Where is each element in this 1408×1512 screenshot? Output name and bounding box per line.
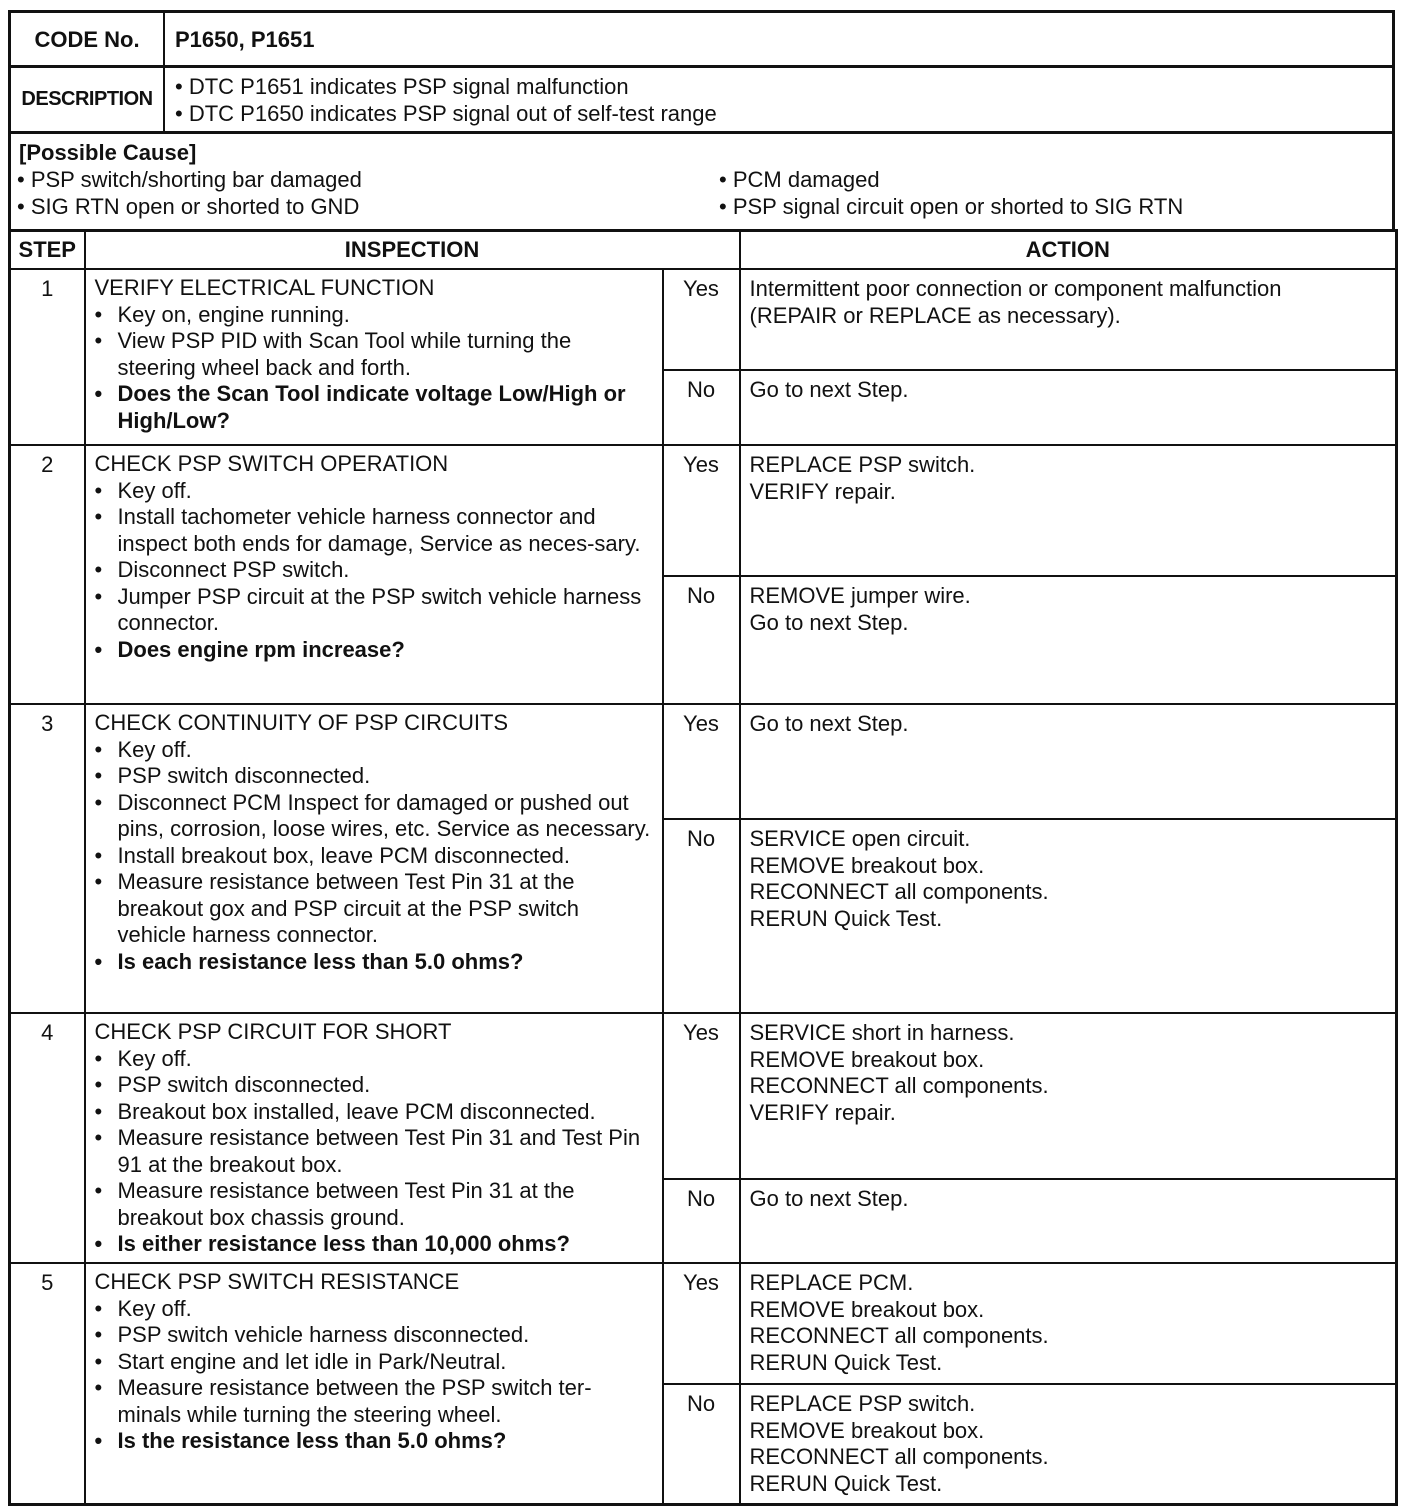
table-header-row xyxy=(10,231,1397,270)
step-number: 4 xyxy=(10,1013,85,1263)
no-action: REMOVE jumper wire. Go to next Step. xyxy=(740,576,1397,704)
no-action: REPLACE PSP switch. REMOVE breakout box. RECONNECT all components. RERUN Quick Test. xyxy=(740,1384,1397,1505)
no-label: No xyxy=(663,1384,740,1505)
step-number: 5 xyxy=(10,1263,85,1505)
inspection-bullet: • Measure resistance between the PSP switch ter-minals while turning the steering wheel. xyxy=(95,1375,654,1428)
step-title: CHECK PSP SWITCH OPERATION xyxy=(94,451,449,476)
yes-action: REPLACE PCM. REMOVE breakout box. RECONNECT all components. RERUN Quick Test. xyxy=(740,1263,1397,1384)
yes-label: Yes xyxy=(663,704,740,819)
yes-action: Intermittent poor connection or component malfunction (REPAIR or REPLACE as necessary). xyxy=(740,269,1397,370)
inspection-bullet: • Key off. xyxy=(95,1296,654,1323)
inspection-question: • Does engine rpm increase? xyxy=(95,637,654,664)
cause-item: • PSP switch/shorting bar damaged xyxy=(17,167,362,192)
step-inspection xyxy=(85,269,663,445)
step-title: VERIFY ELECTRICAL FUNCTION xyxy=(94,275,435,300)
inspection-bullet: • Install breakout box, leave PCM disconnected. xyxy=(95,843,654,870)
inspection-question: • Is the resistance less than 5.0 ohms? xyxy=(95,1428,654,1455)
yes-action: SERVICE short in harness. REMOVE breakout box. RECONNECT all components. VERIFY repair. xyxy=(740,1013,1397,1179)
no-label: No xyxy=(663,576,740,704)
inspection-bullet: • Install tachometer vehicle harness connector and inspect both ends for damage, Service as neces-sary. xyxy=(95,504,654,557)
inspection-bullet: • Measure resistance between Test Pin 31 at the breakout box chassis ground. xyxy=(95,1178,654,1231)
no-action: Go to next Step. xyxy=(740,1179,1397,1263)
inspection-bullet: • Disconnect PCM Inspect for damaged or pushed out pins, corrosion, loose wires, etc. Service as necessary. xyxy=(95,790,654,843)
inspection-bullet: • PSP switch vehicle harness disconnected. xyxy=(95,1322,654,1349)
description-list xyxy=(165,68,1392,131)
cause-item: • PCM damaged xyxy=(719,167,880,192)
steps-table xyxy=(8,229,1398,1506)
no-action: Go to next Step. xyxy=(740,370,1397,445)
step-number: 2 xyxy=(10,445,85,704)
col-action-header: ACTION xyxy=(740,231,1397,270)
table-row xyxy=(10,1013,1397,1179)
diagnostic-sheet xyxy=(8,10,1395,1504)
inspection-bullet: • Key off. xyxy=(95,737,654,764)
possible-cause-box xyxy=(8,131,1395,230)
table-row xyxy=(10,704,1397,819)
description-item: • DTC P1650 indicates PSP signal out of self-test range xyxy=(175,101,717,126)
yes-label: Yes xyxy=(663,269,740,370)
description-item: • DTC P1651 indicates PSP signal malfunction xyxy=(175,74,629,99)
inspection-bullet: • Breakout box installed, leave PCM disconnected. xyxy=(95,1099,654,1126)
no-label: No xyxy=(663,1179,740,1263)
inspection-question: • Does the Scan Tool indicate voltage Low/High or High/Low? xyxy=(95,381,654,434)
step-number: 3 xyxy=(10,704,85,1013)
inspection-bullet: • Key on, engine running. xyxy=(95,302,654,329)
inspection-question: • Is either resistance less than 10,000 ohms? xyxy=(95,1231,654,1258)
inspection-bullet: • Jumper PSP circuit at the PSP switch vehicle harness connector. xyxy=(95,584,654,637)
yes-label: Yes xyxy=(663,1263,740,1384)
inspection-bullet: • Key off. xyxy=(95,478,654,505)
inspection-bullet: • PSP switch disconnected. xyxy=(95,1072,654,1099)
inspection-bullet: • Measure resistance between Test Pin 31 at the breakout gox and PSP circuit at the PSP switch vehicle harness connector. xyxy=(95,869,654,949)
cause-item: • PSP signal circuit open or shorted to SIG RTN xyxy=(719,194,1184,219)
inspection-question: • Is each resistance less than 5.0 ohms? xyxy=(95,949,654,976)
code-row xyxy=(8,10,1395,65)
yes-action: Go to next Step. xyxy=(740,704,1397,819)
yes-action: REPLACE PSP switch. VERIFY repair. xyxy=(740,445,1397,576)
code-value: P1650, P1651 xyxy=(175,26,315,52)
step-inspection xyxy=(85,1263,663,1505)
table-row xyxy=(10,1263,1397,1384)
possible-cause-title: [Possible Cause] xyxy=(19,140,197,165)
yes-label: Yes xyxy=(663,445,740,576)
inspection-bullet: • Measure resistance between Test Pin 31 and Test Pin 91 at the breakout box. xyxy=(95,1125,654,1178)
col-inspection-header: INSPECTION xyxy=(85,231,740,270)
step-inspection xyxy=(85,704,663,1013)
inspection-bullet: • Key off. xyxy=(95,1046,654,1073)
description-row xyxy=(8,65,1395,131)
step-title: CHECK CONTINUITY OF PSP CIRCUITS xyxy=(94,710,509,735)
no-label: No xyxy=(663,819,740,1013)
table-row xyxy=(10,269,1397,370)
step-number: 1 xyxy=(10,269,85,445)
code-label: CODE No. xyxy=(11,13,165,65)
step-title: CHECK PSP SWITCH RESISTANCE xyxy=(94,1269,460,1294)
no-action: SERVICE open circuit. REMOVE breakout box. RECONNECT all components. RERUN Quick Test. xyxy=(740,819,1397,1013)
possible-cause-left xyxy=(17,166,362,220)
description-label: DESCRIPTION xyxy=(11,68,165,131)
yes-label: Yes xyxy=(663,1013,740,1179)
step-inspection xyxy=(85,445,663,704)
table-row xyxy=(10,445,1397,576)
possible-cause-right xyxy=(719,166,1183,220)
inspection-bullet: • View PSP PID with Scan Tool while turning the steering wheel back and forth. xyxy=(95,328,654,381)
no-label: No xyxy=(663,370,740,445)
step-inspection xyxy=(85,1013,663,1263)
step-title: CHECK PSP CIRCUIT FOR SHORT xyxy=(94,1019,452,1044)
inspection-bullet: • Start engine and let idle in Park/Neutral. xyxy=(95,1349,654,1376)
inspection-bullet: • Disconnect PSP switch. xyxy=(95,557,654,584)
cause-item: • SIG RTN open or shorted to GND xyxy=(17,194,360,219)
col-step-header: STEP xyxy=(10,231,85,270)
inspection-bullet: • PSP switch disconnected. xyxy=(95,763,654,790)
